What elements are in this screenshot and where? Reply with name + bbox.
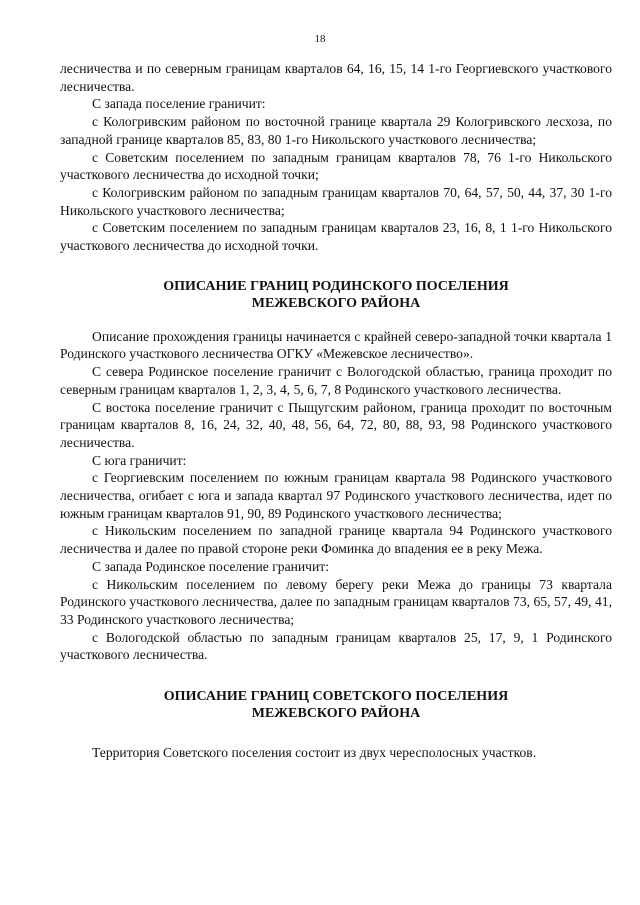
paragraph: с Кологривским районом по восточной границе квартала 29 Кологривского лесхоза, по западной границе кварталов 85, 83, 80 1-го Никольского участкового лесничества; bbox=[60, 114, 612, 147]
paragraph: с Вологодской областью по западным границам кварталов 25, 17, 9, 1 Родинского участкового лесничества. bbox=[60, 629, 612, 663]
paragraph: Территория Советского поселения состоит из двух чересполосных участков. bbox=[92, 745, 537, 761]
paragraph: с Никольским поселением по левому берегу реки Межа до границы 73 квартала Родинского участкового лесничества, далее по западным границам кварталов 73, 65, 57, 49, 41, 33 Родинского участкового лесничества; bbox=[60, 576, 612, 627]
paragraph: с Кологривским районом по западным границам кварталов 70, 64, 57, 50, 44, 37, 30 1-го Никольского участкового лесничества; bbox=[60, 184, 612, 218]
paragraph: С юга граничит: bbox=[92, 452, 187, 468]
section-heading bbox=[60, 688, 612, 722]
paragraph: С севера Родинское поселение граничит с Вологодской областью, граница проходит по северным границам кварталов 1, 2, 3, 4, 5, 6, 7, 8 Родинского участкового лесничества. bbox=[60, 364, 612, 397]
paragraph: лесничества и по северным границам кварталов 64, 16, 15, 14 1-го Георгиевского участкового лесничества. bbox=[60, 61, 612, 94]
paragraph: с Советским поселением по западным границам кварталов 78, 76 1-го Никольского участкового лесничества до исходной точки; bbox=[60, 149, 612, 183]
paragraph: С запада поселение граничит: bbox=[92, 96, 266, 112]
page-number: 18 bbox=[314, 33, 326, 45]
paragraph: С востока поселение граничит с Пыщугским районом, граница проходит по восточным границам кварталов 8, 16, 24, 32, 40, 48, 56, 64, 72, 80, 88, 93, 98 Родинского участкового лесничества. bbox=[60, 399, 612, 450]
paragraph: с Никольским поселением по западной границе квартала 94 Родинского участкового лесничества и далее по правой стороне реки Фоминка до впадения ее в реку Межа. bbox=[60, 523, 612, 557]
heading-line: ОПИСАНИЕ ГРАНИЦ СОВЕТСКОГО ПОСЕЛЕНИЯ bbox=[163, 689, 509, 705]
paragraph: с Георгиевским поселением по южным границам квартала 98 Родинского участкового лесничества, огибает с юга и запада квартал 97 Родинского участкового лесничества, идет по южным границам кварталов 91, 90, 89 Родинского участкового лесничества; bbox=[60, 470, 612, 521]
section-sovetskoe bbox=[60, 688, 612, 762]
section-rodinskoe bbox=[60, 278, 612, 664]
heading-line: МЕЖЕВСКОГО РАЙОНА bbox=[251, 295, 421, 311]
paragraph: С запада Родинское поселение граничит: bbox=[92, 558, 330, 574]
section-heading bbox=[60, 278, 612, 312]
heading-line: ОПИСАНИЕ ГРАНИЦ РОДИНСКОГО ПОСЕЛЕНИЯ bbox=[163, 278, 509, 294]
heading-line: МЕЖЕВСКОГО РАЙОНА bbox=[251, 706, 421, 722]
paragraph: с Советским поселением по западным границам кварталов 23, 16, 8, 1 1-го Никольского участкового лесничества до исходной точки. bbox=[60, 220, 612, 254]
top-continuation bbox=[60, 60, 612, 255]
page-content bbox=[60, 60, 612, 762]
paragraph: Описание прохождения границы начинается с крайней северо-западной точки квартала 1 Родинского участкового лесничества ОГКУ «Межевское лесничество». bbox=[60, 328, 612, 362]
